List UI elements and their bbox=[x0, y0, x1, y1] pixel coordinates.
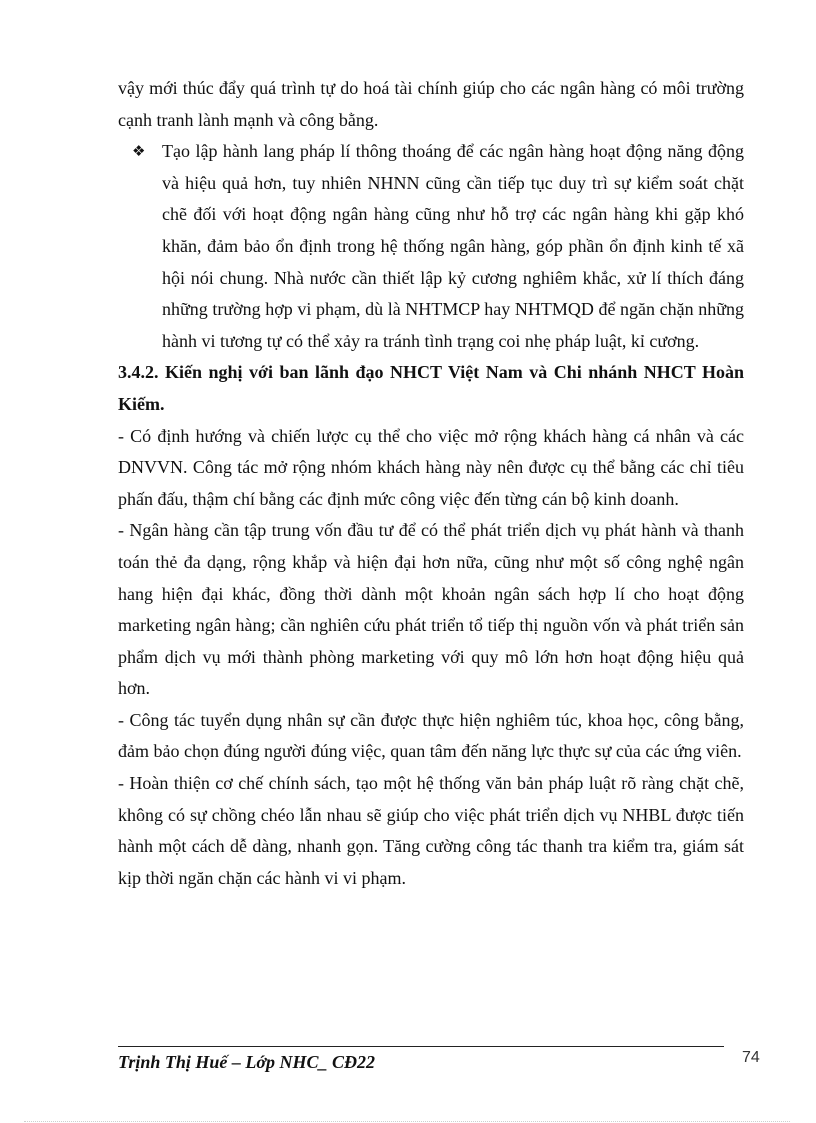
document-body bbox=[118, 73, 744, 894]
footer-author: Trịnh Thị Huế – Lớp NHC_ CĐ22 bbox=[118, 1052, 376, 1072]
diamond-bullet-icon: ❖ bbox=[132, 142, 146, 161]
page-number: 74 bbox=[742, 1049, 760, 1066]
page-border bbox=[24, 1121, 790, 1122]
section-heading: 3.4.2. Kiến nghị với ban lãnh đạo NHCT Việt Nam và Chi nhánh NHCT Hoàn Kiếm. bbox=[118, 362, 744, 414]
paragraph-intro: vậy mới thúc đẩy quá trình tự do hoá tài chính giúp cho các ngân hàng có môi trường cạnh tranh lành mạnh và công bằng. bbox=[118, 78, 744, 130]
recommendation-item: - Công tác tuyển dụng nhân sự cần được thực hiện nghiêm túc, khoa học, công bằng, đảm bảo chọn đúng người đúng việc, quan tâm đến năng lực thực sự của các ứng viên. bbox=[118, 709, 744, 762]
recommendation-item: - Hoàn thiện cơ chế chính sách, tạo một hệ thống văn bản pháp luật rõ ràng chặt chẽ, không có sự chồng chéo lẫn nhau sẽ giúp cho việc phát triển dịch vụ NHBL được tiến hành một cách dễ dàng, nhanh gọn. Tăng cường công tác thanh tra kiểm tra, giám sát kịp thời ngăn chặn các hành vi vi phạm. bbox=[118, 773, 744, 888]
footer-divider bbox=[118, 1046, 724, 1047]
bullet-item bbox=[118, 136, 744, 357]
bullet-text: Tạo lập hành lang pháp lí thông thoáng để các ngân hàng hoạt động năng động và hiệu quả hơn, tuy nhiên NHNN cũng cần tiếp tục duy trì sự kiểm soát chặt chẽ đối với hoạt động ngân hàng cũng như hỗ trợ các ngân hàng khi gặp khó khăn, đảm bảo ổn định trong hệ thống ngân hàng, góp phần ổn định kinh tế xã hội nói chung. Nhà nước cần thiết lập kỷ cương nghiêm khắc, xử lí thích đáng những trường hợp vi phạm, dù là NHTMCP hay NHTMQD để ngăn chặn những hành vi tương tự có thể xảy ra tránh tình trạng coi nhẹ pháp luật, kỉ cương. bbox=[162, 141, 744, 351]
recommendation-item: - Có định hướng và chiến lược cụ thể cho việc mở rộng khách hàng cá nhân và các DNVVN. Công tác mở rộng nhóm khách hàng này nên được cụ thể bằng các chỉ tiêu phấn đấu, thậm chí bằng các định mức công việc đến từng cán bộ kinh doanh. bbox=[118, 425, 744, 509]
recommendation-item: - Ngân hàng cần tập trung vốn đầu tư để có thể phát triển dịch vụ phát hành và thanh toán thẻ đa dạng, rộng khắp và hiện đại hơn nữa, cũng như một số công nghệ ngân hang hiện đại khác, đồng thời dành một khoản ngân sách hợp lí cho hoạt động marketing ngân hàng; cần nghiên cứu phát triển tổ tiếp thị nguồn vốn và phát triển sản phẩm dịch vụ mới thành phòng marketing với quy mô lớn hơn hoạt động hiệu quả hơn. bbox=[118, 520, 744, 699]
